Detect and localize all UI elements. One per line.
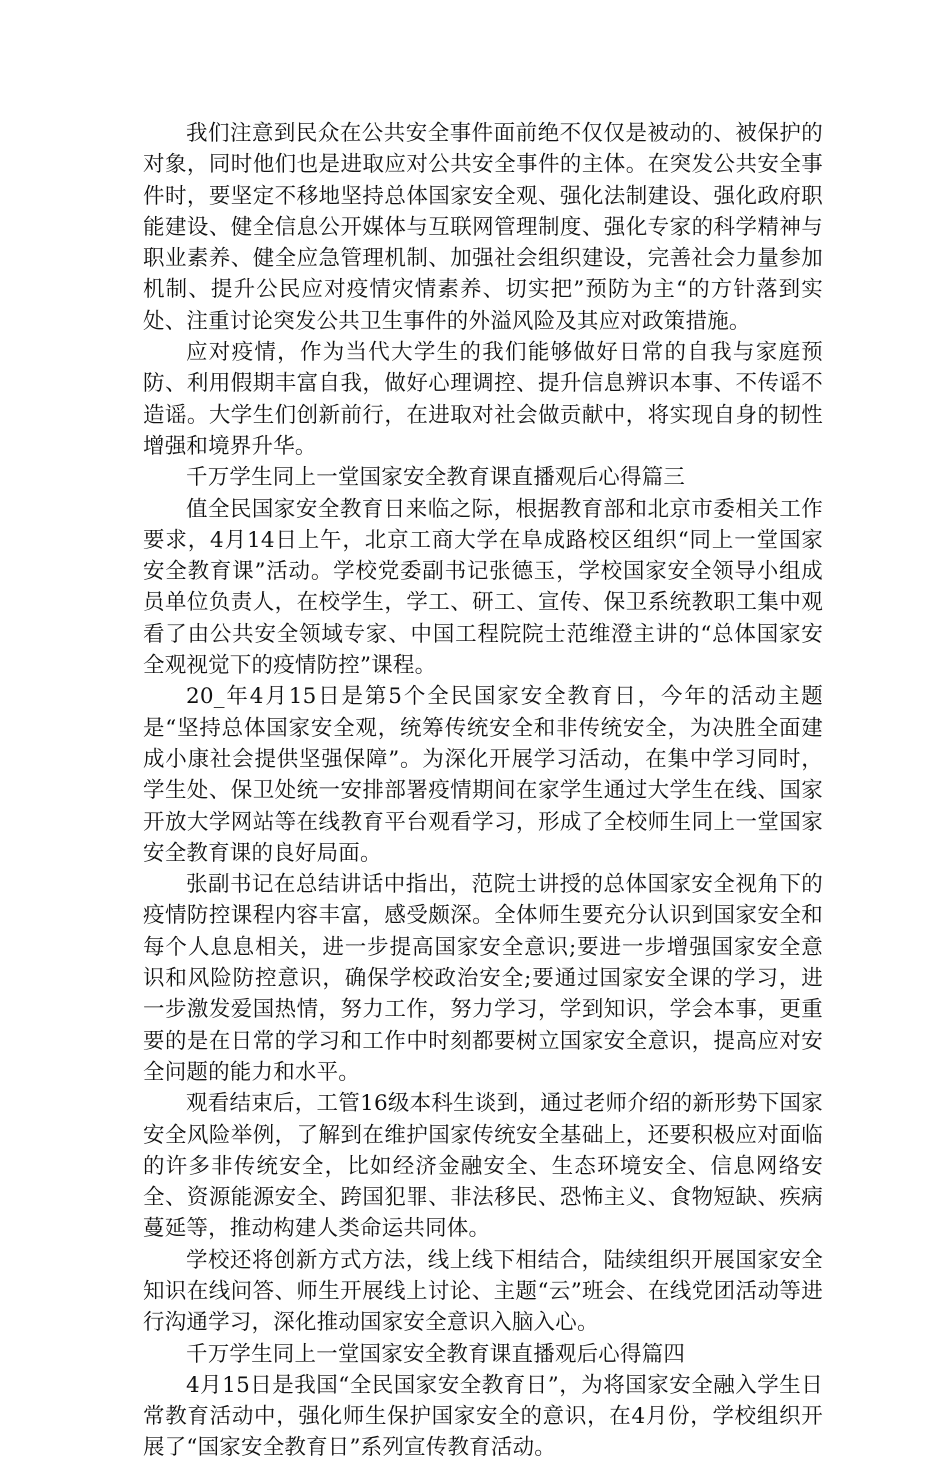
paragraph-student-feedback: 观看结束后，工管16级本科生谈到，通过老师介绍的新形势下国家安全风险举例，了解到在维护国家传统安全基础上，还要积极应对面临的许多非传统安全，比如经济金融安全、生态环境安全、信息网络安全、资源能源安全、跨国犯罪、非法移民、恐怖主义、食物短缺、疾病蔓延等，推动构建人类命运共同体。	[143, 1091, 823, 1242]
paragraph-future-plans: 学校还将创新方式方法，线上线下相结合，陆续组织开展国家安全知识在线问答、师生开展线上讨论、主题“云”班会、在线党团活动等进行沟通学习，深化推动国家安全意识入脑入心。	[143, 1247, 823, 1336]
section-heading-part-three: 千万学生同上一堂国家安全教育课直播观后心得篇三	[186, 465, 686, 491]
paragraph-april-activities: 4月15日是我国“全民国家安全教育日”，为将国家安全融入学生日常教育活动中，强化师生保护国家安全的意识，在4月份，学校组织开展了“国家安全教育日”系列宣传教育活动。	[143, 1372, 823, 1461]
paragraph-summary-speech: 张副书记在总结讲话中指出，范院士讲授的总体国家安全视角下的疫情防控课程内容丰富，感受颇深。全体师生要充分认识到国家安全和每个人息息相关，进一步提高国家安全意识;要进一步增强国家安全意识和风险防控意识，确保学校政治安全;要通过国家安全课的学习，进一步激发爱国热情，努力工作，努力学习，学到知识，学会本事，更重要的是在日常的学习和工作中时刻都要树立国家安全意识，提高应对安全问题的能力和水平。	[143, 872, 823, 1085]
document-body	[143, 118, 823, 1464]
paragraph-education-day-theme: 20_年4月15日是第5个全民国家安全教育日，今年的活动主题是“坚持总体国家安全观，统筹传统安全和非传统安全，为决胜全面建成小康社会提供坚强保障”。为深化开展学习活动，在集中学习同时，学生处、保卫处统一安排部署疫情期间在家学生通过大学生在线、国家开放大学网站等在线教育平台观看学习，形成了全校师生同上一堂国家安全教育课的良好局面。	[143, 684, 823, 866]
paragraph-public-safety: 我们注意到民众在公共安全事件面前绝不仅仅是被动的、被保护的对象，同时他们也是进取应对公共安全事件的主体。在突发公共安全事件时，要坚定不移地坚持总体国家安全观、强化法制建设、强化政府职能建设、健全信息公开媒体与互联网管理制度、强化专家的科学精神与职业素养、健全应急管理机制、加强社会组织建设，完善社会力量参加机制、提升公民应对疫情灾情素养、切实把”预防为主“的方针落到实处、注重讨论突发公共卫生事件的外溢风险及其应对政策措施。	[143, 121, 823, 334]
section-heading-part-four: 千万学生同上一堂国家安全教育课直播观后心得篇四	[186, 1341, 686, 1367]
paragraph-event-intro: 值全民国家安全教育日来临之际，根据教育部和北京市委相关工作要求，4月14日上午，北京工商大学在阜成路校区组织“同上一堂国家安全教育课”活动。学校党委副书记张德玉，学校国家安全领导小组成员单位负责人，在校学生，学工、研工、宣传、保卫系统教职工集中观看了由公共安全领域专家、中国工程院院士范维澄主讲的“总体国家安全观视觉下的疫情防控”课程。	[143, 496, 823, 679]
paragraph-students-response: 应对疫情，作为当代大学生的我们能够做好日常的自我与家庭预防、利用假期丰富自我，做好心理调控、提升信息辨识本事、不传谣不造谣。大学生们创新前行，在进取对社会做贡献中，将实现自身的韧性增强和境界升华。	[143, 340, 823, 459]
